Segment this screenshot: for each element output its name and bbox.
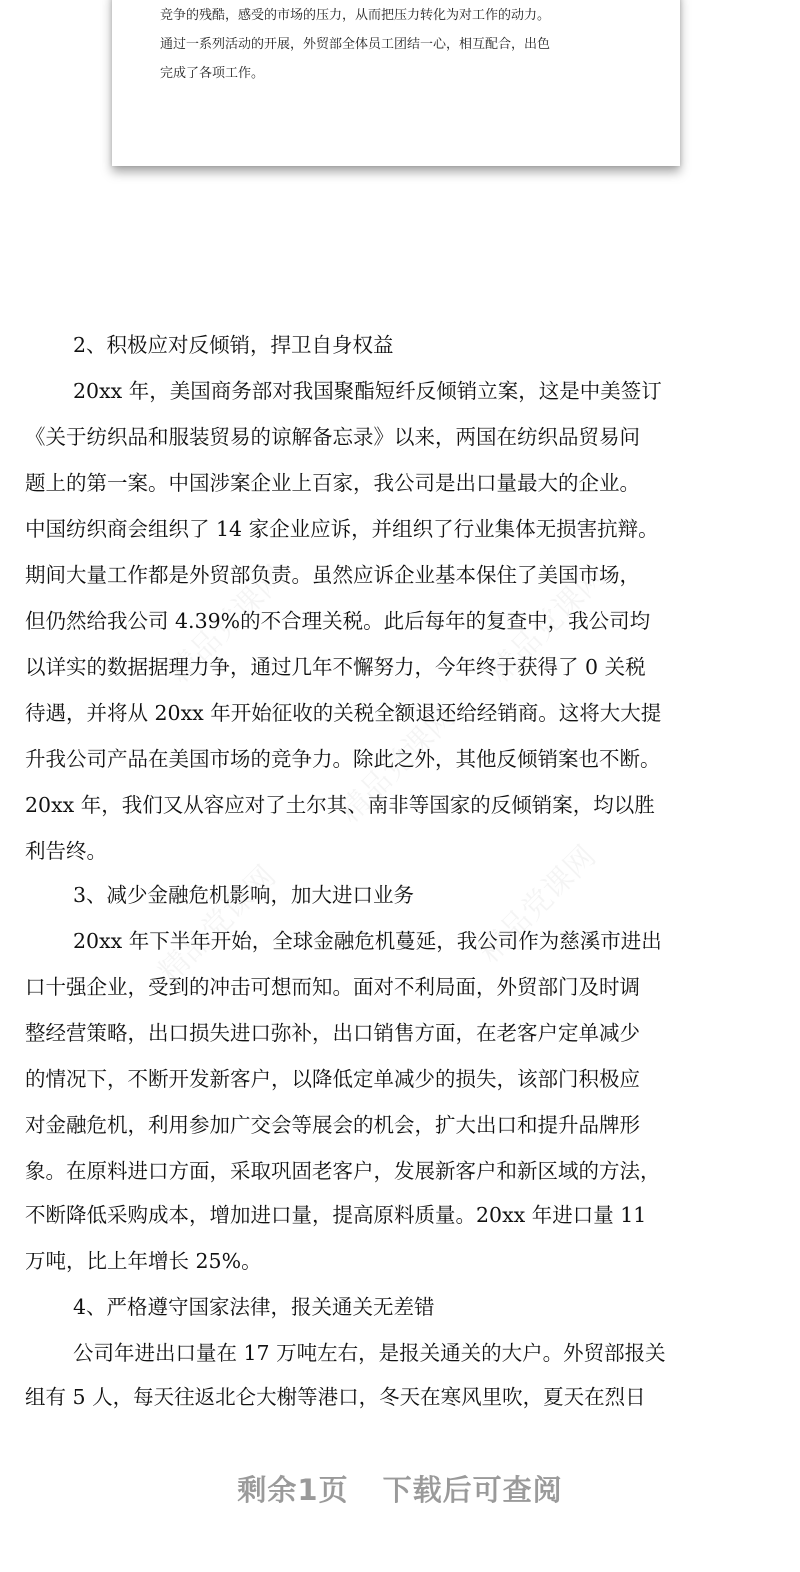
download-to-view-link[interactable]: 下载后可查阅: [382, 1473, 563, 1507]
paragraph-line: 升我公司产品在美国市场的竞争力。除此之外，其他反倾销案也不断。: [25, 747, 661, 771]
paragraph-line: 利告终。: [25, 839, 107, 863]
section-heading: 4、严格遵守国家法律，报关通关无差错: [73, 1295, 435, 1319]
paragraph-line: 期间大量工作都是外贸部负责。虽然应诉企业基本保住了美国市场，: [25, 563, 640, 587]
paragraph-line: 《关于纺织品和服装贸易的谅解备忘录》以来，两国在纺织品贸易问: [25, 425, 640, 449]
remaining-pages-label[interactable]: 剩余1页: [237, 1473, 349, 1507]
paragraph-line: 不断降低采购成本，增加进口量，提高原料质量。20xx 年进口量 11: [25, 1203, 647, 1227]
paragraph-line: 20xx 年，美国商务部对我国聚酯短纤反倾销立案，这是中美签订: [73, 379, 662, 403]
paragraph-line: 万吨，比上年增长 25%。: [25, 1249, 262, 1273]
preview-line: 完成了各项工作。: [160, 66, 265, 81]
paragraph-line: 公司年进出口量在 17 万吨左右，是报关通关的大户。外贸部报关: [73, 1341, 666, 1365]
section-heading: 2、积极应对反倾销，捍卫自身权益: [73, 333, 394, 357]
paragraph-line: 中国纺织商会组织了 14 家企业应诉，并组织了行业集体无损害抗辩。: [25, 517, 659, 541]
preview-page-card: [112, 0, 680, 166]
paragraph-line: 但仍然给我公司 4.39%的不合理关税。此后每年的复查中，我公司均: [25, 609, 651, 633]
preview-line: 通过一系列活动的开展，外贸部全体员工团结一心，相互配合，出色: [160, 37, 551, 52]
paragraph-line: 组有 5 人，每天往返北仑大榭等港口，冬天在寒风里吹，夏天在烈日: [25, 1385, 646, 1409]
paragraph-line: 题上的第一案。中国涉案企业上百家，我公司是出口量最大的企业。: [25, 471, 640, 495]
paragraph-line: 以详实的数据据理力争，通过几年不懈努力，今年终于获得了 0 关税: [25, 655, 646, 679]
paragraph-line: 20xx 年下半年开始，全球金融危机蔓延，我公司作为慈溪市进出: [73, 929, 662, 953]
preview-line: 竞争的残酷，感受的市场的压力，从而把压力转化为对工作的动力。: [160, 8, 551, 23]
paragraph-line: 象。在原料进口方面，采取巩固老客户，发展新客户和新区域的方法，: [25, 1159, 661, 1183]
download-banner[interactable]: [0, 1460, 800, 1520]
paragraph-line: 口十强企业，受到的冲击可想而知。面对不利局面，外贸部门及时调: [25, 975, 640, 999]
paragraph-line: 的情况下，不断开发新客户，以降低定单减少的损失，该部门积极应: [25, 1067, 640, 1091]
paragraph-line: 整经营策略，出口损失进口弥补，出口销售方面，在老客户定单减少: [25, 1021, 640, 1045]
paragraph-line: 20xx 年，我们又从容应对了土尔其、南非等国家的反倾销案，均以胜: [25, 793, 655, 817]
watermark: [146, 853, 283, 990]
section-heading: 3、减少金融危机影响，加大进口业务: [73, 883, 415, 907]
paragraph-line: 待遇，并将从 20xx 年开始征收的关税全额退还给经销商。这将大大提: [25, 701, 662, 725]
paragraph-line: 对金融危机，利用参加广交会等展会的机会，扩大出口和提升品牌形: [25, 1113, 640, 1137]
